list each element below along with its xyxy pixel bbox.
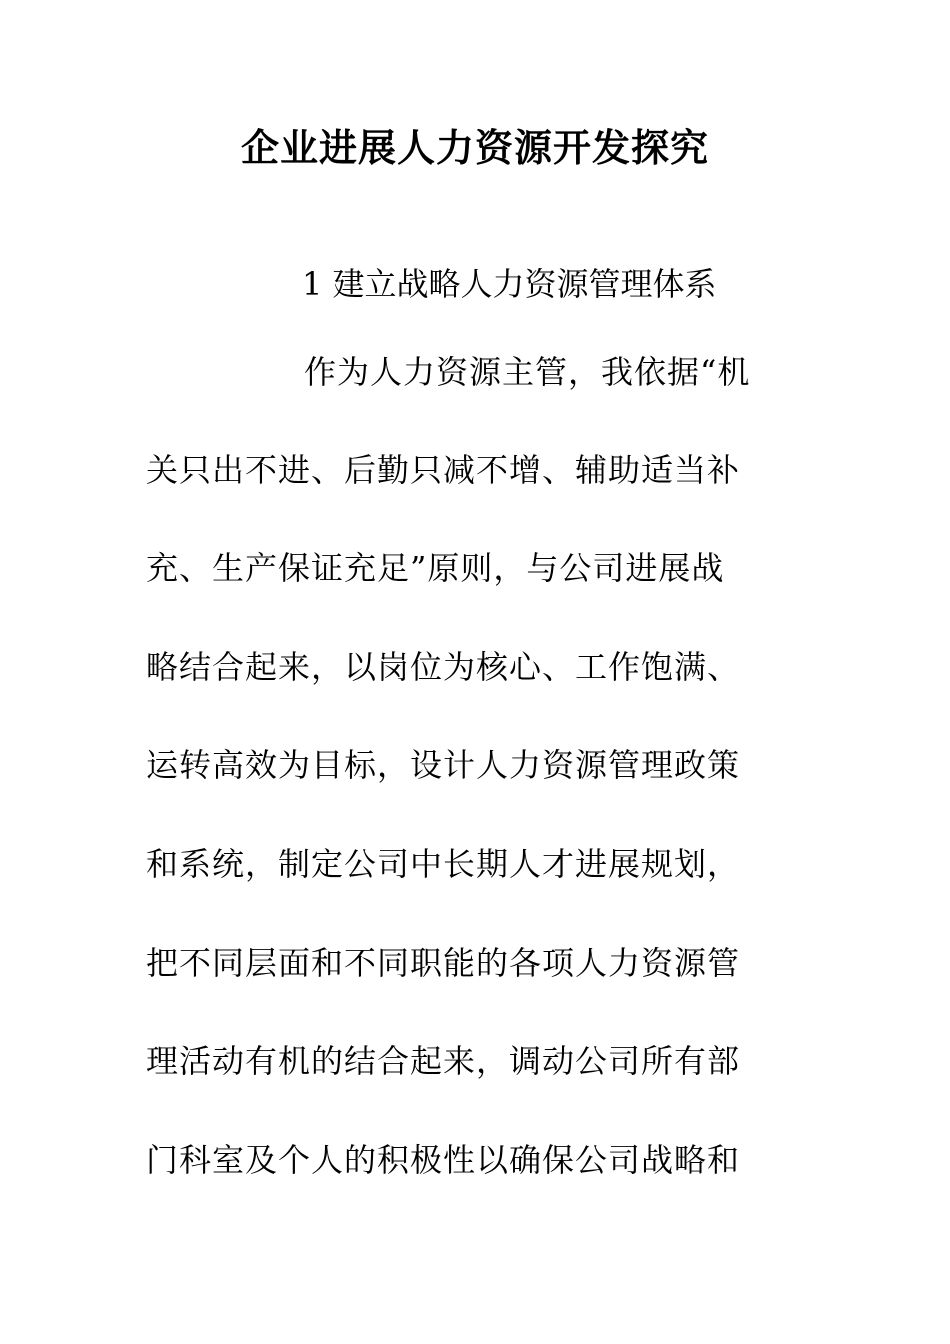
paragraph-line: 运转高效为目标，设计人力资源管理政策 [146, 746, 741, 784]
paragraph-line: 和系统，制定公司中长期人才进展规划， [146, 845, 741, 883]
paragraph-line: 略结合起来，以岗位为核心、工作饱满、 [146, 648, 741, 686]
paragraph-line: 充、生产保证充足”原则，与公司进展战 [146, 549, 725, 587]
section-heading: 1 建立战略人力资源管理体系 [302, 265, 717, 303]
paragraph-line: 关只出不进、后勤只减不增、辅助适当补 [146, 451, 741, 489]
paragraph-line: 作为人力资源主管，我依据“机 [304, 353, 751, 391]
paragraph-line: 理活动有机的结合起来，调动公司所有部 [146, 1042, 741, 1080]
page-title: 企业进展人力资源开发探究 [240, 125, 709, 170]
paragraph-line: 把不同层面和不同职能的各项人力资源管 [146, 944, 741, 982]
paragraph-line: 门科室及个人的积极性以确保公司战略和 [146, 1141, 741, 1179]
